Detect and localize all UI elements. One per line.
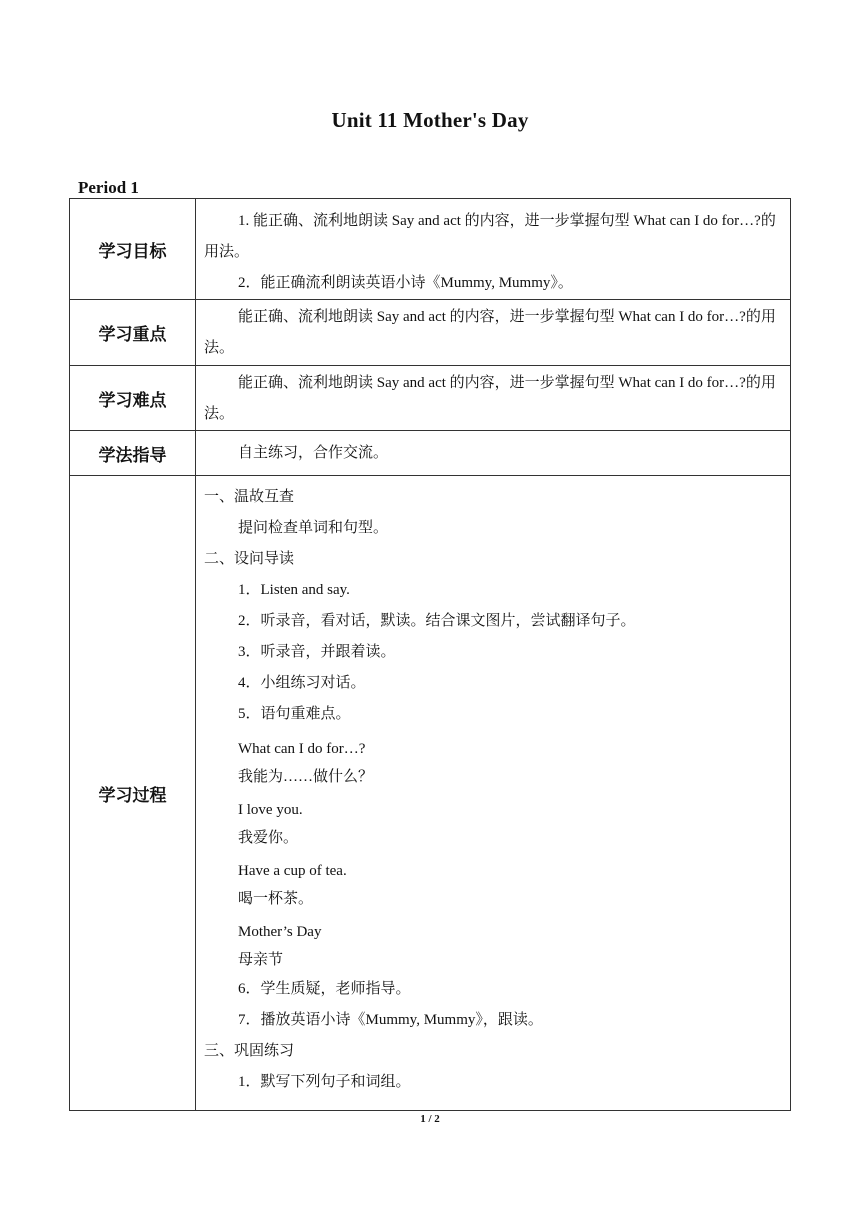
section-heading: 三、巩固练习 — [204, 1043, 295, 1059]
process-label: 学习过程 — [70, 476, 196, 1111]
goals-item: 2．能正确流利朗读英语小诗《Mummy, Mummy》。 — [238, 275, 573, 291]
step-item: 5．语句重难点。 — [238, 706, 351, 722]
difficulty-text: 能正确、流利地朗读 Say and act 的内容，进一步掌握句型 What can I do for…?的用法。 — [204, 375, 776, 422]
method-text: 自主练习，合作交流。 — [238, 444, 389, 461]
step-item: 3．听录音，并跟着读。 — [238, 644, 396, 660]
study-plan-table — [69, 198, 791, 1111]
section-heading: 二、设问导读 — [204, 551, 295, 567]
table-row — [70, 431, 791, 476]
phrase-zh: 我爱你。 — [238, 830, 299, 846]
process-content — [196, 476, 791, 1111]
period-heading: Period 1 — [78, 178, 139, 197]
step-item: 6．学生质疑，老师指导。 — [238, 981, 411, 997]
phrase-zh: 我能为……做什么？ — [238, 769, 374, 785]
phrase-en: What can I do for…? — [238, 741, 366, 757]
goals-label: 学习目标 — [70, 199, 196, 300]
method-content — [196, 431, 791, 476]
goals-content — [196, 199, 791, 300]
focus-content — [196, 300, 791, 366]
goals-item: 1. 能正确、流利地朗读 Say and act 的内容，进一步掌握句型 What can I do for…?的用法。 — [204, 213, 776, 260]
page-title: Unit 11 Mother's Day — [331, 108, 529, 132]
difficulty-label: 学习难点 — [70, 366, 196, 431]
step-item: 4．小组练习对话。 — [238, 675, 366, 691]
table-row — [70, 199, 791, 300]
section-heading: 一、温故互查 — [204, 489, 295, 505]
page-number: 1 / 2 — [420, 1113, 440, 1125]
step-item: 1．Listen and say. — [238, 582, 350, 598]
step-item: 7．播放英语小诗《Mummy, Mummy》，跟读。 — [238, 1012, 543, 1028]
table-row — [70, 300, 791, 366]
phrase-en: I love you. — [238, 802, 303, 818]
focus-label: 学习重点 — [70, 300, 196, 366]
method-label: 学法指导 — [70, 431, 196, 476]
table-row — [70, 476, 791, 1111]
phrase-zh: 母亲节 — [238, 952, 284, 968]
step-item: 1．默写下列句子和词组。 — [238, 1074, 411, 1090]
difficulty-content — [196, 366, 791, 431]
phrase-en: Mother’s Day — [238, 924, 322, 940]
section-text: 提问检查单词和句型。 — [238, 520, 389, 536]
table-row — [70, 366, 791, 431]
phrase-en: Have a cup of tea. — [238, 863, 347, 879]
phrase-zh: 喝一杯茶。 — [238, 891, 314, 907]
focus-text: 能正确、流利地朗读 Say and act 的内容，进一步掌握句型 What can I do for…?的用法。 — [204, 309, 776, 356]
step-item: 2．听录音，看对话，默读。结合课文图片，尝试翻译句子。 — [238, 613, 636, 629]
